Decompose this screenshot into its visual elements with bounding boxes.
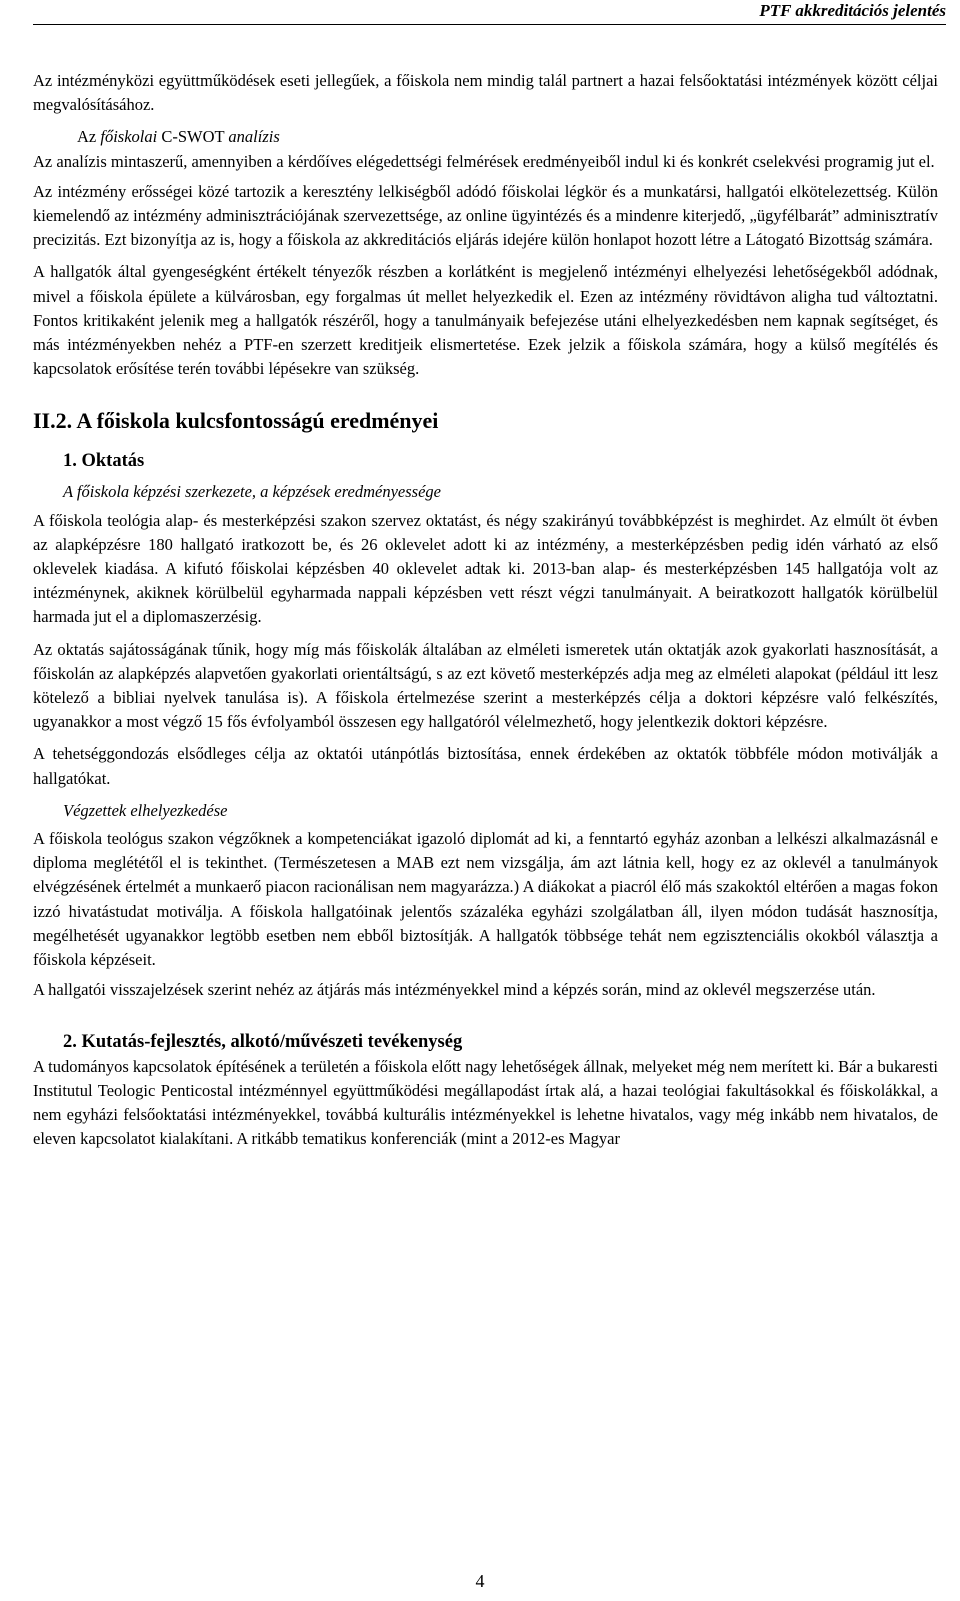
swot-subheading	[77, 125, 938, 149]
swot-italic-1: főiskolai	[100, 127, 158, 147]
section-heading: II.2. A főiskola kulcsfontosságú eredményei	[33, 408, 439, 434]
page-number: 4	[475, 1571, 485, 1591]
italic-subheading-graduates: Végzettek elhelyezkedése	[63, 800, 228, 820]
subsection-heading-education: 1. Oktatás	[63, 451, 145, 472]
running-header: PTF akkreditációs jelentés	[759, 1, 946, 20]
paragraph-graduates: A főiskola teológus szakon végzőknek a kompetenciákat igazoló diplomát ad ki, a fenntartó egyház azonban a lelkészi alkalmazásnál e diploma meglététől el is tekinthet. (Természetesen a MAB ezt nem vizsgálja, ám azt látnia kell, hogy ez az oklevél a tanulmányok elvégzésének értelmét a munkaerő piacon racionálisan nem magyarázza.) A diákokat a piacról élő más szakoktól eltérően a magas fokon izzó hivatástudat motiválja. A főiskola hallgatóinak jelentős százaléka egyházi szolgálatban áll, ilyen módon tudását hasznosítja, megélhetését ugyanakkor legtöbb esetben nem ebből biztosítják. A hallgatók többsége tehát nem egzisztenciális okokból választja a főiskola képzéseit.	[33, 829, 938, 970]
header-rule	[33, 24, 946, 25]
paragraph-strengths: Az intézmény erősségei közé tartozik a keresztény lelkiségből adódó főiskolai légkör és a munkatársi, hallgatói elkötelezettség. Külön kiemelendő az intézmény adminisztrációjának szervezettsége, az online ügyintézés és a mindenre kiterjedő, „ügyfélbarát” adminisztratív precizitás. Ezt bizonyítja az is, hogy a főiskola az akkreditációs eljárás idejére külön honlapot hozott létre a Látogató Bizottság számára.	[33, 181, 938, 250]
paragraph-research: A tudományos kapcsolatok építésének a területén a főiskola előtt nagy lehetőségek állnak, melyeket még nem merített ki. Bár a bukaresti Institutul Teologic Penticostal intézménnyel együttműködési megállapodást írtak alá, a hazai teológiai fakultásokkal és főiskolákkal, a nem egyházi felsőoktatási intézményekkel, továbbá kulturális intézményekkel is lehetne hivatalos, vagy még inkább nem hivatalos, de eleven kapcsolatot kialakítani. A ritkább tematikus konferenciák (mint a 2012-es Magyar	[33, 1056, 938, 1149]
swot-mid: C-SWOT	[161, 127, 225, 147]
paragraph-feedback: A hallgatói visszajelzések szerint nehéz az átjárás más intézményekkel mind a képzés során, mind az oklevél megszerzése után.	[33, 980, 876, 1000]
italic-subheading-structure: A főiskola képzési szerkezete, a képzések eredményessége	[63, 482, 441, 502]
paragraph-weaknesses: A hallgatók által gyengeségként értékelt tényezők részben a korlátként is megjelenő intézményi elhelyezési lehetőségekből adódnak, mivel a főiskola épülete a külvárosban, egy forgalmas út mellet helyezkedik el. Ezen az intézmény rövidtávon aligha tud változtatni. Fontos kritikaként jelenik meg a hallgatók részéről, hogy a tanulmányaik befejezése utáni elhelyezkedésben nem kapnak segítséget, és más intézményekben nehéz a PTF-en szerzett kreditjeik elismertetése. Ezek jelzik a főiskola számára, hogy a külső megítélés és kapcsolatok erősítése terén további lépésekre van szükség.	[33, 262, 938, 379]
paragraph-cooperation: Az intézményközi együttműködések eseti jellegűek, a főiskola nem mindig talál partnert a hazai felsőoktatási intézmények között céljai megvalósításához.	[33, 71, 938, 115]
paragraph-analysis: Az analízis mintaszerű, amennyiben a kérdőíves elégedettségi felmérések eredményeiből indul ki és konkrét cselekvési programig jut el.	[33, 151, 935, 171]
paragraph-education-specifics: Az oktatás sajátosságának tűnik, hogy míg más főiskolák általában az elméleti ismeretek után oktatják azok gyakorlati hasznosítását, a főiskolán az alapképzés alapvetően gyakorlati orientáltságú, s az ezt követő mesterképzés adja meg az elméleti alapokat (például itt lesz kötelező a bibliai nyelvek tanulása is). A főiskola értelmezése szerint a mesterképzés célja a doktori képzésre való felkészítés, ugyanakkor a most végző 15 fős évfolyamból összesen egy hallgatóról vélelmezhető, hogy jelentkezik doktori képzésre.	[33, 639, 938, 732]
swot-prefix: Az	[77, 127, 97, 147]
swot-italic-2: analízis	[228, 127, 280, 147]
document-body	[33, 69, 938, 1151]
subsection-heading-research: 2. Kutatás-fejlesztés, alkotó/művészeti tevékenység	[63, 1031, 463, 1052]
paragraph-training: A főiskola teológia alap- és mesterképzési szakon szervez oktatást, és négy szakirányú továbbképzést is meghirdet. Az elmúlt öt évben az alapképzésre 180 hallgató iratkozott be, és 26 oklevelet adott ki az intézmény, a mesterképzésben pedig idén várható az első oklevelek kiadása. A kifutó főiskolai képzésben 40 oklevelet adtak ki. 2013-ban alap- és mesterképzésben 145 hallgatója volt az intézménynek, akiknek körülbelül egyharmada nappali képzésben vett részt végzi tanulmányait. A beiratkozott hallgatók körülbelül harmada jut el a diplomaszerzésig.	[33, 510, 938, 627]
paragraph-talent: A tehetséggondozás elsődleges célja az oktatói utánpótlás biztosítása, ennek érdekében az oktatók többféle módon motiválják a hallgatókat.	[33, 744, 938, 788]
